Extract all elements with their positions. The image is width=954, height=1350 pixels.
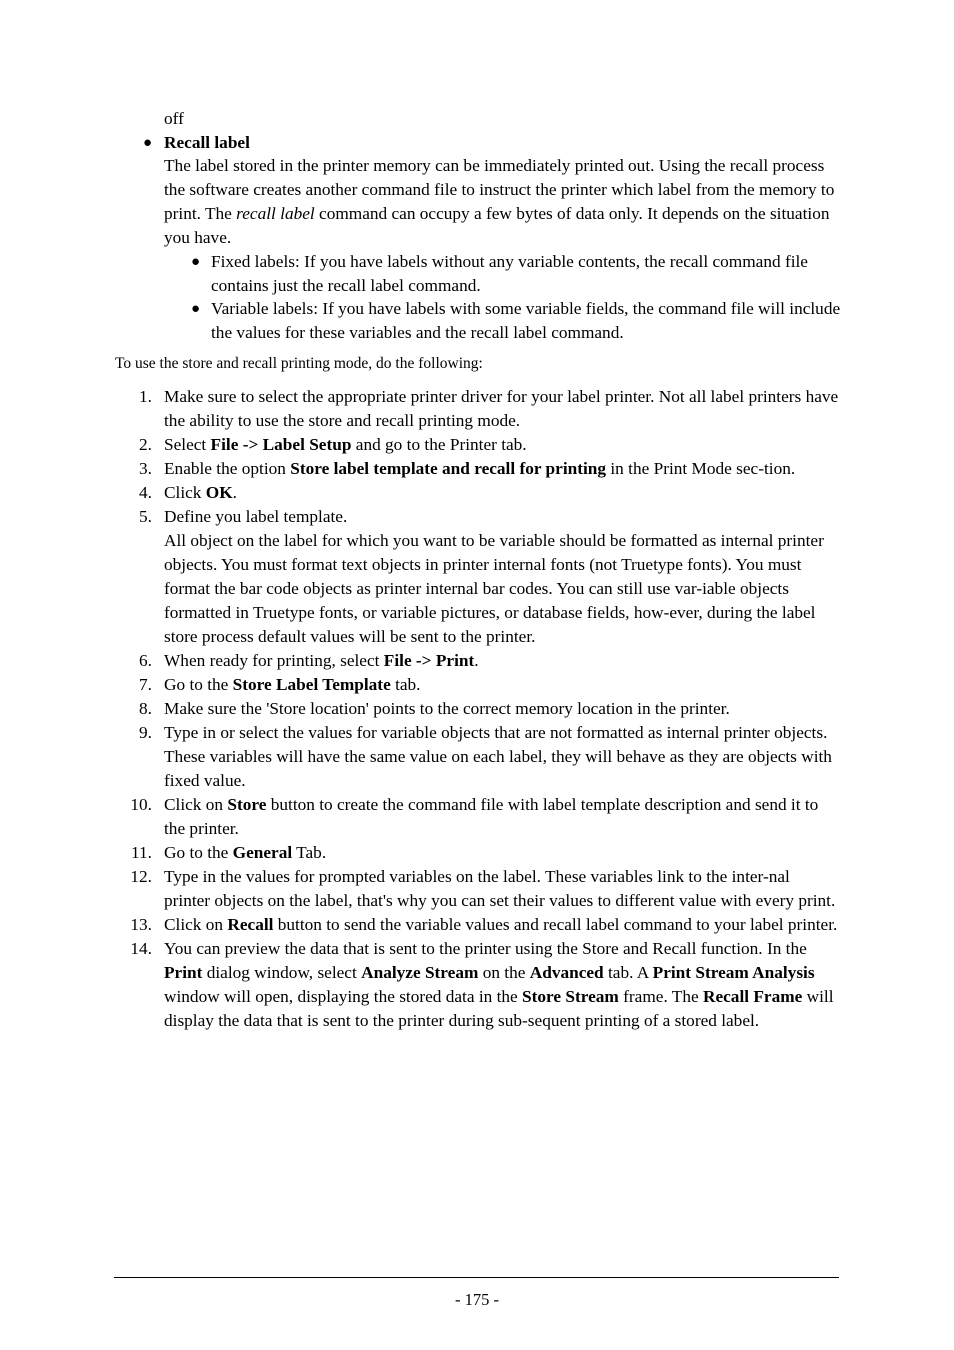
page-number: - 175 - [455, 1290, 499, 1309]
step-item [0, 913, 954, 937]
step-text: Make sure the 'Store location' points to the correct memory location in the printer. [164, 699, 730, 718]
variable-labels-item: Variable labels: If you have labels with some variable fields, the command file will include the values for these variables and the recall label command. [211, 299, 841, 342]
step-text: Type in or select the values for variable objects that are not formatted as internal printer objects. These variables will have the same value on each label, they will behave as they are objects with fixed value. [164, 723, 832, 790]
step-number: 4. [139, 483, 152, 502]
step-text: When ready for printing, select File -> Print. [164, 651, 479, 670]
step-item [0, 865, 954, 913]
step-item [0, 673, 954, 697]
step-number: 5. [139, 507, 152, 526]
step-number: 12. [130, 867, 152, 886]
step-item [0, 385, 954, 433]
step-number: 8. [139, 699, 152, 718]
recall-label-emphasis: recall label [236, 204, 315, 223]
step-item [0, 697, 954, 721]
step-text: Enable the option Store label template and recall for printing in the Print Mode sec-tion. [164, 459, 796, 478]
step-detail: All object on the label for which you want to be variable should be formatted as internal printer objects. You must format text objects in printer internal fonts (not Truetype fonts). You must format the bar code objects as printer internal bar codes. You can still use var-iable objects formatted in Truetype fonts, or variable pictures, or database fields, how-ever, during the label store process default values will be sent to the printer. [164, 531, 824, 646]
recall-label-heading: Recall label [164, 133, 250, 152]
step-item [0, 937, 954, 1033]
step-text: You can preview the data that is sent to the printer using the Store and Recall function. In the Print dialog window, select Analyze Stream on the Advanced tab. A Print Stream Analysis window will open, displaying the stored data in the Store Stream frame. The Recall Frame will display the data that is sent to the printer during sub-sequent printing of a stored label. [164, 939, 834, 1030]
step-item [0, 793, 954, 841]
step-number: 13. [130, 915, 152, 934]
step-item [0, 649, 954, 673]
step-number: 14. [130, 939, 152, 958]
step-number: 2. [139, 435, 152, 454]
step-text: Click on Recall button to send the variable values and recall label command to your label printer. [164, 915, 838, 934]
step-text: Go to the Store Label Template tab. [164, 675, 421, 694]
step-text: Type in the values for prompted variables on the label. These variables link to the inter-nal printer objects on the label, that's why you can set their values to different value with every print. [164, 867, 836, 910]
numbered-steps-list [0, 385, 954, 1033]
fixed-labels-item: Fixed labels: If you have labels without any variable contents, the recall command file contains just the recall label command. [211, 252, 808, 295]
step-text: Click on Store button to create the command file with label template description and send it to the printer. [164, 795, 819, 838]
step-number: 7. [139, 675, 152, 694]
footer-divider [114, 1277, 839, 1278]
instructions-intro: To use the store and recall printing mode, do the following: [115, 355, 483, 372]
bullet-icon: ● [191, 301, 201, 317]
step-text: Click OK. [164, 483, 237, 502]
bullet-icon: ● [143, 135, 153, 151]
step-text: Select File -> Label Setup and go to the Printer tab. [164, 435, 527, 454]
continuation-text: off [164, 109, 184, 128]
step-item [0, 505, 954, 649]
step-item [0, 721, 954, 793]
bullet-icon: ● [191, 254, 201, 270]
step-text: Make sure to select the appropriate printer driver for your label printer. Not all label printers have the ability to use the store and recall printing mode. [164, 387, 839, 430]
step-number: 1. [139, 387, 152, 406]
step-number: 3. [139, 459, 152, 478]
step-text: Go to the General Tab. [164, 843, 327, 862]
step-number: 6. [139, 651, 152, 670]
step-number: 9. [139, 723, 152, 742]
step-text: Define you label template. [164, 507, 348, 526]
step-item [0, 433, 954, 457]
step-item [0, 481, 954, 505]
step-item [0, 841, 954, 865]
step-item [0, 457, 954, 481]
step-number: 10. [130, 795, 152, 814]
recall-label-paragraph: The label stored in the printer memory can be immediately printed out. Using the recall process the software creates another command file to instruct the printer which label from the memory to print. The recall label command can occupy a few bytes of data only. It depends on the situation you have. [164, 156, 835, 247]
step-number: 11. [131, 843, 152, 862]
